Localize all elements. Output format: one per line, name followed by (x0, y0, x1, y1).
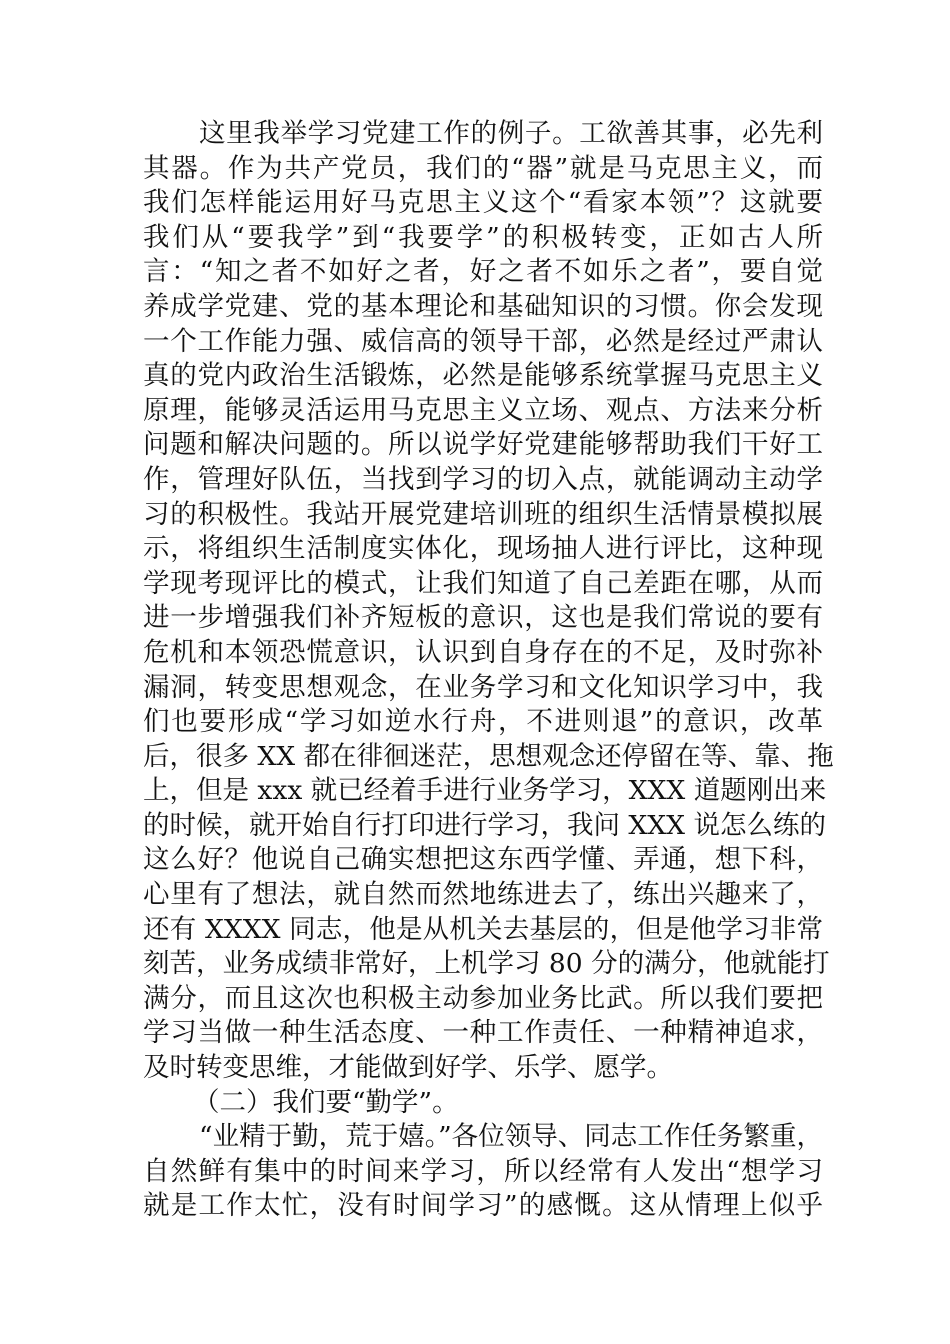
text-line: 作，管理好队伍，当找到学习的切入点，就能调动主动学 (143, 463, 823, 495)
text-line: 危机和本领恐慌意识，认识到自身存在的不足，及时弥补 (143, 636, 823, 668)
text-line: 这么好？他说自己确实想把这东西学懂、弄通，想下科， (143, 844, 823, 876)
text-line: 其器。作为共产党员，我们的“器”就是马克思主义，而 (143, 152, 823, 184)
text-line: “业精于勤，荒于嬉。”各位领导、同志工作任务繁重， (199, 1121, 823, 1153)
text-line: 一个工作能力强、威信高的领导干部，必然是经过严肃认 (143, 325, 823, 357)
paragraph-2 (143, 1120, 823, 1224)
text-line: 言：“知之者不如好之者，好之者不如乐之者”，要自觉 (143, 256, 823, 288)
text-line: 自然鲜有集中的时间来学习，所以经常有人发出“想学习 (143, 1155, 823, 1187)
text-line: 还有 XXXX 同志，他是从机关去基层的，但是他学习非常 (143, 913, 823, 945)
section-heading (143, 1086, 823, 1121)
text-line: 满分，而且这次也积极主动参加业务比武。所以我们要把 (143, 982, 823, 1014)
text-line: 上，但是 xxx 就已经着手进行业务学习，XXX 道题刚出来 (143, 775, 827, 807)
text-line: 原理，能够灵活运用马克思主义立场、观点、方法来分析 (143, 394, 823, 426)
text-line: 示，将组织生活制度实体化，现场抽人进行评比，这种现 (143, 533, 823, 565)
text-line: 这里我举学习党建工作的例子。工欲善其事，必先利 (199, 118, 823, 149)
text-line: 习的积极性。我站开展党建培训班的组织生活情景模拟展 (143, 498, 823, 530)
text-line: 及时转变思维，才能做到好学、乐学、愿学。 (143, 1052, 673, 1084)
text-line: 刻苦，业务成绩非常好，上机学习 80 分的满分，他就能打 (143, 948, 830, 980)
text-line: 问题和解决问题的。所以说学好党建能够帮助我们干好工 (143, 429, 823, 461)
text-line: 学习当做一种生活态度、一种工作责任、一种精神追求， (143, 1017, 823, 1049)
text-line: 进一步增强我们补齐短板的意识，这也是我们常说的要有 (143, 602, 823, 634)
text-line: 的时候，就开始自行打印进行学习，我问 XXX 说怎么练的 (143, 809, 826, 841)
text-line: 养成学党建、党的基本理论和基础知识的习惯。你会发现 (143, 290, 823, 322)
paragraph-1 (143, 117, 834, 1086)
text-line: 就是工作太忙，没有时间学习”的感慨。这从情理上似乎 (143, 1190, 823, 1222)
text-line: 我们从“要我学”到“我要学”的积极转变，正如古人所 (143, 221, 823, 253)
text-line: 漏洞，转变思想观念，在业务学习和文化知识学习中，我 (143, 671, 823, 703)
text-line: 学现考现评比的模式，让我们知道了自己差距在哪，从而 (143, 567, 823, 599)
text-line: 真的党内政治生活锻炼，必然是能够系统掌握马克思主义 (143, 360, 823, 392)
text-line: 后，很多 XX 都在徘徊迷茫，思想观念还停留在等、靠、拖 (143, 740, 834, 772)
text-line: 们也要形成“学习如逆水行舟，不进则退”的意识，改革 (143, 706, 823, 738)
text-line: 心里有了想法，就自然而然地练进去了，练出兴趣来了， (143, 879, 823, 911)
body-text (143, 117, 834, 1224)
heading-line: （二）我们要“勤学”。 (193, 1086, 459, 1118)
text-line: 我们怎样能运用好马克思主义这个“看家本领”？这就要 (143, 187, 823, 219)
